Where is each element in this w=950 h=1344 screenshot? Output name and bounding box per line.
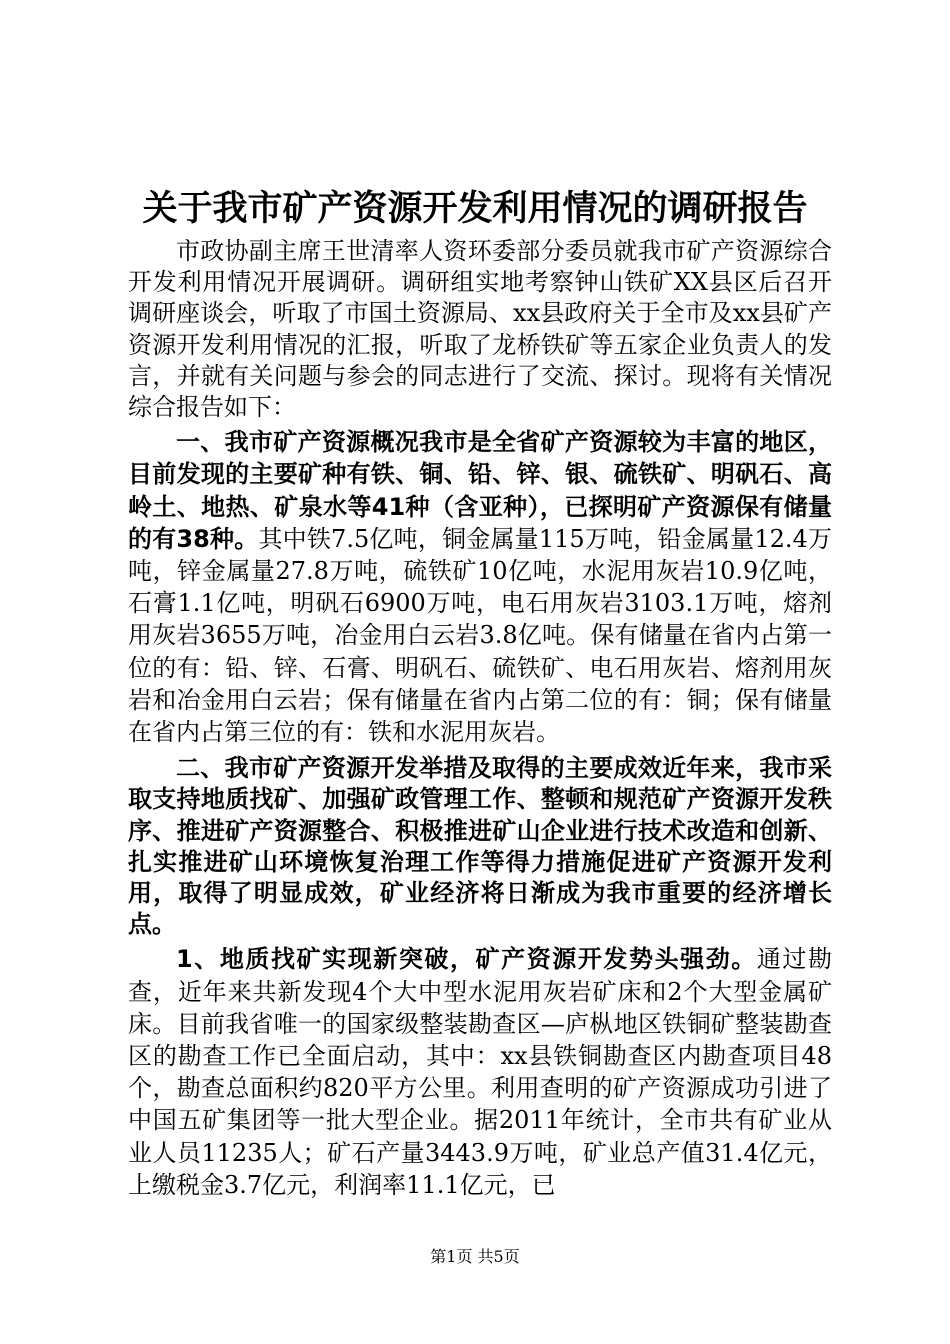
subsection-1-text: 通过勘查，近年来共新发现4个大中型水泥用灰岩矿床和2个大型金属矿床。目前我省唯一的国家级整装勘查区—庐枞地区铁铜矿整装勘查区的勘查工作已全面启动，其中：xx县铁铜勘查区内勘查项目48个，勘查总面积约820平方公里。利用查明的矿产资源成功引进了中国五矿集团等一批大型企业。据2011年统计，全市共有矿业从业人员11235人；矿石产量3443.9万吨，矿业总产值31.4亿元，上缴税金3.7亿元，利润率11.1亿元，已 (128, 945, 833, 1199)
paragraph-intro: 市政协副主席王世清率人资环委部分委员就我市矿产资源综合开发利用情况开展调研。调研组实地考察钟山铁矿XX县区后召开调研座谈会，听取了市国土资源局、xx县政府关于全市及xx县矿产资源开发利用情况的汇报，听取了龙桥铁矿等五家企业负责人的发言，并就有关问题与参会的同志进行了交流、探讨。现将有关情况综合报告如下： (128, 237, 832, 422)
section-1-heading: 一、我市矿产资源概况我市是全省矿产资源较为丰富的地区，目前发现的主要矿种有铁、铜、铅、锌、银、硫铁矿、明矾石、高岭土、地热、矿泉水等41种（含亚种），已探明矿产资源保有储量的有38种。 (128, 428, 832, 553)
paragraph-section-1 (128, 427, 832, 749)
page-footer: 第1页 共5页 (430, 1247, 520, 1266)
subsection-1-heading: 1、地质找矿实现新突破，矿产资源开发势头强劲。 (176, 945, 757, 974)
paragraph-subsection-1 (128, 944, 832, 1202)
document-body (128, 236, 832, 1202)
document-title: 关于我市矿产资源开发利用情况的调研报告 (142, 188, 808, 229)
paragraph-section-2: 二、我市矿产资源开发举措及取得的主要成效近年来，我市采取支持地质找矿、加强矿政管理工作、整顿和规范矿产资源开发秩序、推进矿产资源整合、积极推进矿山企业进行技术改造和创新、扎实推进矿山环境恢复治理工作等得力措施促进矿产资源开发利用，取得了明显成效，矿业经济将日渐成为我市重要的经济增长点。 (128, 754, 832, 939)
section-1-text: 其中铁7.5亿吨，铜金属量115万吨，铅金属量12.4万吨，锌金属量27.8万吨，硫铁矿10亿吨，水泥用灰岩10.9亿吨，石膏1.1亿吨，明矾石6900万吨，电石用灰岩3103.1万吨，熔剂用灰岩3655万吨，冶金用白云岩3.8亿吨。保有储量在省内占第一位的有：铅、锌、石膏、明矾石、硫铁矿、电石用灰岩、熔剂用灰岩和冶金用白云岩；保有储量在省内占第二位的有：铜；保有储量在省内占第三位的有：铁和水泥用灰岩。 (128, 524, 832, 747)
